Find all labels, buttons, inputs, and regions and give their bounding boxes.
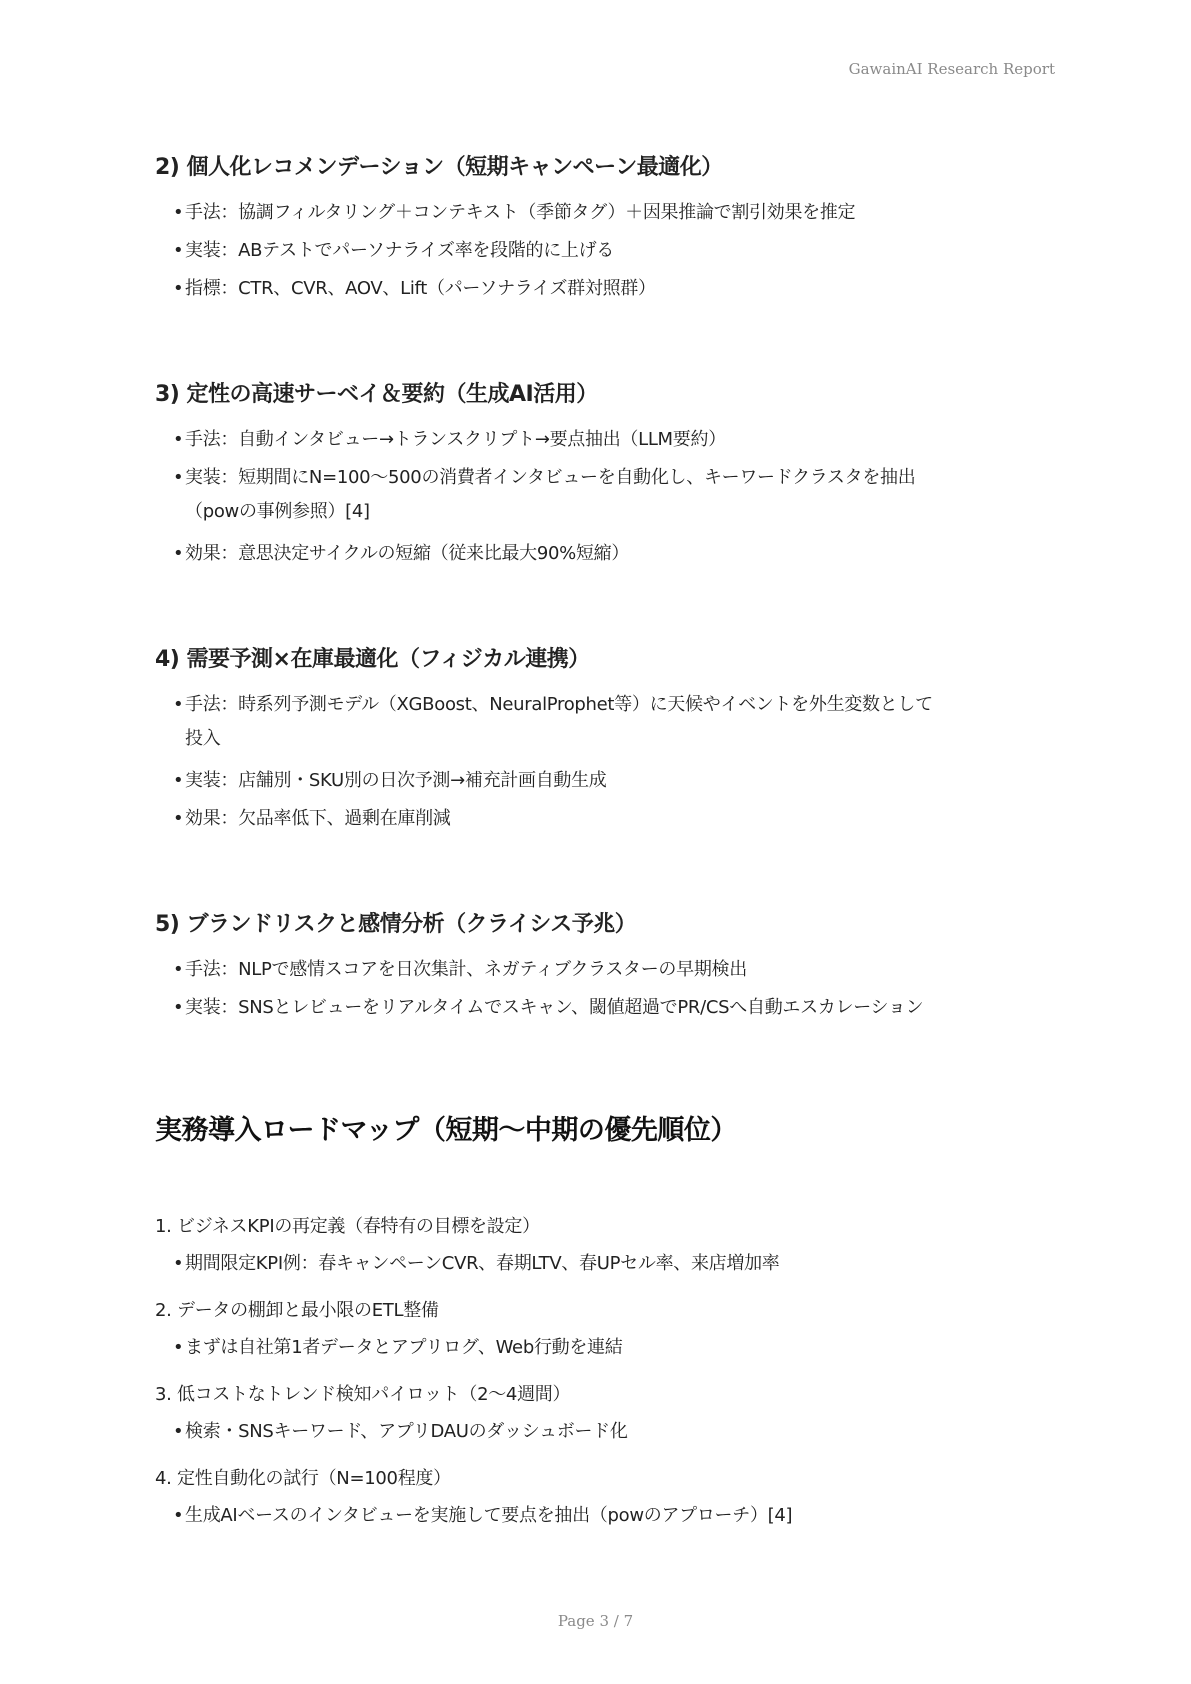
- roadmap-step: 1. ビジネスKPIの再定義（春特有の目標を設定）: [155, 1216, 540, 1237]
- bullet-icon: •: [173, 429, 184, 450]
- list-item: •指標：CTR、CVR、AOV、Lift（パーソナライズ群対照群）: [173, 272, 656, 306]
- running-header: GawainAI Research Report: [848, 60, 1055, 78]
- list-item: •手法：時系列予測モデル（XGBoost、NeuralProphet等）に天候やイベントを外生変数として 投入: [173, 688, 933, 756]
- list-item: •実装：ABテストでパーソナライズ率を段階的に上げる: [173, 234, 614, 268]
- bullet-icon: •: [173, 240, 184, 261]
- list-item: •実装：SNSとレビューをリアルタイムでスキャン、閾値超過でPR/CSへ自動エスカレーション: [173, 991, 923, 1025]
- section-heading: 5) ブランドリスクと感情分析（クライシス予兆）: [155, 912, 637, 937]
- bullet-icon: •: [173, 202, 184, 223]
- list-item: •期間限定KPI例：春キャンペーンCVR、春期LTV、春UPセル率、来店増加率: [173, 1247, 779, 1281]
- bullet-icon: •: [173, 1337, 184, 1358]
- bullet-icon: •: [173, 694, 184, 715]
- bullet-icon: •: [173, 1253, 184, 1274]
- list-item: •実装：店舗別・SKU別の日次予測→補充計画自動生成: [173, 764, 607, 798]
- list-item: •検索・SNSキーワード、アプリDAUのダッシュボード化: [173, 1415, 628, 1449]
- section-heading: 3) 定性の高速サーベイ＆要約（生成AI活用）: [155, 382, 598, 407]
- list-item: •効果：意思決定サイクルの短縮（従来比最大90%短縮）: [173, 537, 629, 571]
- list-item: •手法：自動インタビュー→トランスクリプト→要点抽出（LLM要約）: [173, 423, 726, 457]
- bullet-icon: •: [173, 543, 184, 564]
- list-item: •生成AIベースのインタビューを実施して要点を抽出（powのアプローチ）[4]: [173, 1499, 792, 1533]
- list-item: •まずは自社第1者データとアプリログ、Web行動を連結: [173, 1331, 622, 1365]
- section-heading: 4) 需要予測×在庫最適化（フィジカル連携）: [155, 647, 590, 672]
- bullet-icon: •: [173, 770, 184, 791]
- bullet-icon: •: [173, 1505, 184, 1526]
- bullet-icon: •: [173, 997, 184, 1018]
- list-item: •効果：欠品率低下、過剰在庫削減: [173, 802, 451, 836]
- bullet-icon: •: [173, 808, 184, 829]
- bullet-icon: •: [173, 1421, 184, 1442]
- list-item: •実装：短期間にN=100〜500の消費者インタビューを自動化し、キーワードクラスタを抽出 （powの事例参照）[4]: [173, 461, 915, 529]
- bullet-icon: •: [173, 278, 184, 299]
- list-item: •手法：協調フィルタリング＋コンテキスト（季節タグ）＋因果推論で割引効果を推定: [173, 196, 855, 230]
- bullet-icon: •: [173, 959, 184, 980]
- section-heading: 2) 個人化レコメンデーション（短期キャンペーン最適化）: [155, 155, 723, 180]
- list-item: •手法：NLPで感情スコアを日次集計、ネガティブクラスターの早期検出: [173, 953, 747, 987]
- bullet-icon: •: [173, 467, 184, 488]
- roadmap-step: 4. 定性自動化の試行（N=100程度）: [155, 1468, 451, 1489]
- page-number: Page 3 / 7: [557, 1612, 634, 1630]
- roadmap-step: 2. データの棚卸と最小限のETL整備: [155, 1300, 439, 1321]
- roadmap-heading: 実務導入ロードマップ（短期〜中期の優先順位）: [155, 1115, 737, 1146]
- roadmap-step: 3. 低コストなトレンド検知パイロット（2〜4週間）: [155, 1384, 571, 1405]
